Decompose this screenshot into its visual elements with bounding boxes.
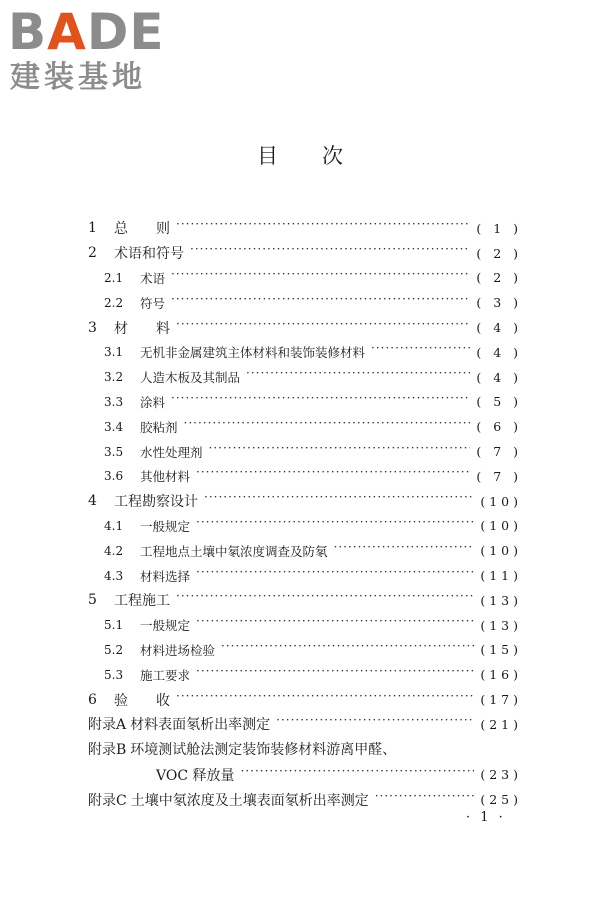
toc-entry-appendix-c[interactable]: 附录C 土壤中氡浓度及土壤表面氡析出率测定 ····· (25): [88, 788, 522, 813]
logo-wordmark: BADE: [8, 3, 165, 61]
page-number: · 1 ·: [466, 810, 506, 825]
toc-entry-appendix-a[interactable]: 附录A 材料表面氡析出率测定 ····· (21): [88, 712, 522, 737]
dot-leader: [371, 345, 470, 359]
dot-leader: [184, 420, 471, 434]
toc-entry-5[interactable]: 5 工程施工 ····· (13): [88, 588, 522, 613]
dot-leader: [196, 469, 470, 483]
bade-logo: [8, 4, 178, 100]
logo-accent-letter: A: [47, 3, 87, 61]
dot-leader: [375, 793, 475, 807]
toc-entry-4-1[interactable]: 4.1 一般规定 ····· (10): [88, 514, 522, 539]
logo-subtitle: 建装基地: [10, 60, 146, 95]
page-ref: (10): [480, 493, 522, 509]
dot-leader: [209, 445, 471, 459]
dot-leader: [334, 544, 475, 558]
page-ref: (17): [480, 692, 522, 708]
toc-entry-appendix-b[interactable]: 附录B 环境测试舱法测定装饰装修材料游离甲醛、: [88, 742, 397, 759]
dot-leader: [171, 296, 470, 310]
page-ref: ( 4 ): [476, 320, 522, 336]
page-ref: ( 7 ): [476, 468, 522, 484]
page-ref: (15): [480, 642, 522, 658]
page-ref: (21): [480, 716, 522, 732]
page-ref: (23): [480, 767, 522, 783]
toc-entry-1[interactable]: 1 总 则 ····· ( 1 ): [88, 216, 522, 241]
toc-entry-3-6[interactable]: 3.6 其他材料 ····· ( 7 ): [88, 464, 522, 489]
page-ref: (25): [480, 792, 522, 808]
dot-leader: [176, 593, 474, 607]
toc-entry-3-1[interactable]: 3.1 无机非金属建筑主体材料和装饰装修材料 ····· ( 4 ): [88, 340, 522, 365]
dot-leader: [171, 395, 470, 409]
toc-entry-3[interactable]: 3 材 料 ····· ( 4 ): [88, 315, 522, 340]
table-of-contents: [88, 216, 522, 812]
page-ref: ( 7 ): [476, 444, 522, 460]
dot-leader: [176, 321, 470, 335]
dot-leader: [246, 370, 470, 384]
page-ref: ( 6 ): [476, 419, 522, 435]
page-title: 目 次: [257, 144, 343, 168]
dot-leader: [196, 618, 474, 632]
page-ref: (11): [480, 568, 522, 584]
page-ref: (10): [480, 518, 522, 534]
toc-entry-3-3[interactable]: 3.3 涂料 ····· ( 5 ): [88, 390, 522, 415]
toc-entry-2-2[interactable]: 2.2 符号 ····· ( 3 ): [88, 290, 522, 315]
dot-leader: [190, 246, 470, 260]
toc-entry-3-2[interactable]: 3.2 人造木板及其制品 ····· ( 4 ): [88, 365, 522, 390]
dot-leader: [196, 668, 474, 682]
page-ref: (16): [480, 667, 522, 683]
page-ref: (13): [480, 617, 522, 633]
toc-entry-4-3[interactable]: 4.3 材料选择 ····· (11): [88, 563, 522, 588]
dot-leader: [221, 643, 474, 657]
dot-leader: [171, 271, 470, 285]
page-ref: (13): [480, 592, 522, 608]
toc-entry-3-4[interactable]: 3.4 胶粘剂 ····· ( 6 ): [88, 414, 522, 439]
dot-leader: [196, 569, 474, 583]
dot-leader: [276, 717, 474, 731]
toc-entry-5-2[interactable]: 5.2 材料进场检验 ····· (15): [88, 638, 522, 663]
toc-entry-3-5[interactable]: 3.5 水性处理剂 ····· ( 7 ): [88, 439, 522, 464]
dot-leader: [241, 768, 475, 782]
page-ref: ( 4 ): [476, 369, 522, 385]
page-ref: ( 2 ): [476, 270, 522, 286]
toc-entry-4-2[interactable]: 4.2 工程地点土壤中氡浓度调查及防氡 ····· (10): [88, 538, 522, 563]
toc-entry-2-1[interactable]: 2.1 术语 ····· ( 2 ): [88, 266, 522, 291]
toc-entry-5-3[interactable]: 5.3 施工要求 ····· (16): [88, 662, 522, 687]
page-ref: ( 3 ): [476, 295, 522, 311]
page-ref: (10): [480, 543, 522, 559]
page-ref: ( 2 ): [476, 245, 522, 261]
dot-leader: [204, 494, 474, 508]
dot-leader: [196, 519, 474, 533]
toc-entry-4[interactable]: 4 工程勘察设计 ····· (10): [88, 489, 522, 514]
dot-leader: [176, 693, 474, 707]
page-ref: ( 5 ): [476, 394, 522, 410]
dot-leader: [176, 221, 470, 235]
toc-entry-2[interactable]: 2 术语和符号 ····· ( 2 ): [88, 241, 522, 266]
toc-entry-5-1[interactable]: 5.1 一般规定 ····· (13): [88, 613, 522, 638]
page-ref: ( 1 ): [476, 220, 522, 236]
toc-entry-6[interactable]: 6 验 收 ····· (17): [88, 687, 522, 712]
page-ref: ( 4 ): [476, 344, 522, 360]
toc-entry-appendix-b-cont[interactable]: VOC 释放量 ····· (23): [88, 762, 522, 788]
